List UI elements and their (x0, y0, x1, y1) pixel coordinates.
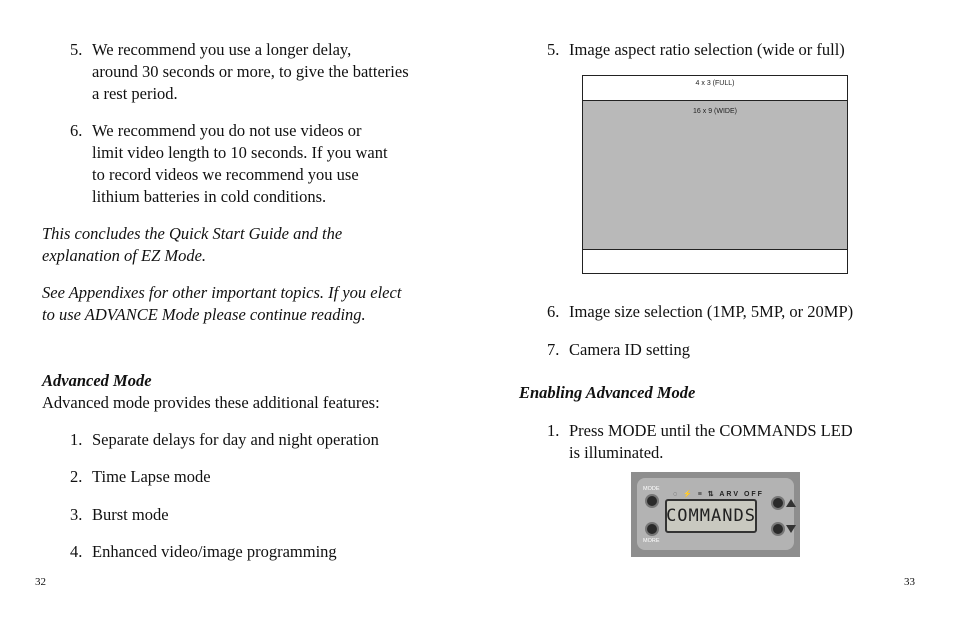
text-line: is illuminated. (569, 443, 664, 462)
advanced-mode-heading: Advanced Mode (42, 371, 152, 390)
wide-frame-label: 16 x 9 (WIDE) (693, 108, 737, 115)
list-item-text (92, 39, 409, 105)
list-number: 3. (70, 505, 83, 524)
text-line: We recommend you use a longer delay, (92, 40, 352, 59)
text-line: See Appendixes for other important topics. If you elect (42, 283, 402, 302)
feature-item: Enhanced video/image programming (92, 542, 337, 561)
enabling-advanced-heading: Enabling Advanced Mode (519, 383, 696, 402)
mode-label: MODE (643, 486, 660, 492)
list-item-text: Camera ID setting (569, 340, 690, 359)
up-button (771, 496, 785, 510)
feature-item: Burst mode (92, 505, 169, 524)
text-line: lithium batteries in cold conditions. (92, 187, 327, 206)
list-number: 5. (70, 40, 83, 59)
text-line: explanation of EZ Mode. (42, 246, 207, 265)
more-label: MORE (643, 538, 660, 544)
list-number: 1. (547, 421, 560, 440)
appendix-paragraph (42, 282, 401, 326)
down-button (771, 522, 785, 536)
arv-off-label: ARV OFF (719, 491, 764, 498)
list-number: 6. (70, 121, 83, 140)
up-arrow-icon (786, 499, 796, 507)
conclusion-paragraph (42, 223, 342, 267)
list-item-text (92, 120, 388, 208)
list-number: 4. (70, 542, 83, 561)
list-number: 1. (70, 430, 83, 449)
text-line: We recommend you do not use videos or (92, 121, 362, 140)
advanced-mode-intro: Advanced mode provides these additional features: (42, 393, 380, 412)
text-line: to record videos we recommend you use (92, 165, 359, 184)
page-number: 33 (904, 576, 915, 588)
feature-item: Separate delays for day and night operation (92, 430, 379, 449)
text-line: Press MODE until the COMMANDS LED (569, 421, 853, 440)
more-button (645, 522, 659, 536)
mode-button (645, 494, 659, 508)
text-line: to use ADVANCE Mode please continue reading. (42, 305, 366, 324)
list-number: 2. (70, 467, 83, 486)
text-line: a rest period. (92, 84, 178, 103)
feature-item: Time Lapse mode (92, 467, 211, 486)
camera-control-panel-image (631, 472, 800, 557)
text-line: This concludes the Quick Start Guide and the (42, 224, 343, 243)
icon-row (673, 490, 764, 498)
wide-frame-box (582, 100, 848, 250)
list-item-text: Image size selection (1MP, 5MP, or 20MP) (569, 302, 854, 321)
camera-icon: ◌ ⚡ ≡ ⇅ (673, 491, 720, 498)
full-frame-label: 4 x 3 (FULL) (695, 80, 735, 87)
list-number: 6. (547, 302, 560, 321)
list-number: 5. (547, 40, 560, 59)
step-text (569, 420, 853, 464)
list-number: 7. (547, 340, 560, 359)
down-arrow-icon (786, 525, 796, 533)
text-line: around 30 seconds or more, to give the batteries (92, 62, 409, 81)
page-number: 32 (35, 576, 46, 588)
text-line: limit video length to 10 seconds. If you want (92, 143, 388, 162)
list-item-text: Image aspect ratio selection (wide or full) (569, 40, 845, 59)
lcd-display: COMMANDS (665, 499, 757, 533)
